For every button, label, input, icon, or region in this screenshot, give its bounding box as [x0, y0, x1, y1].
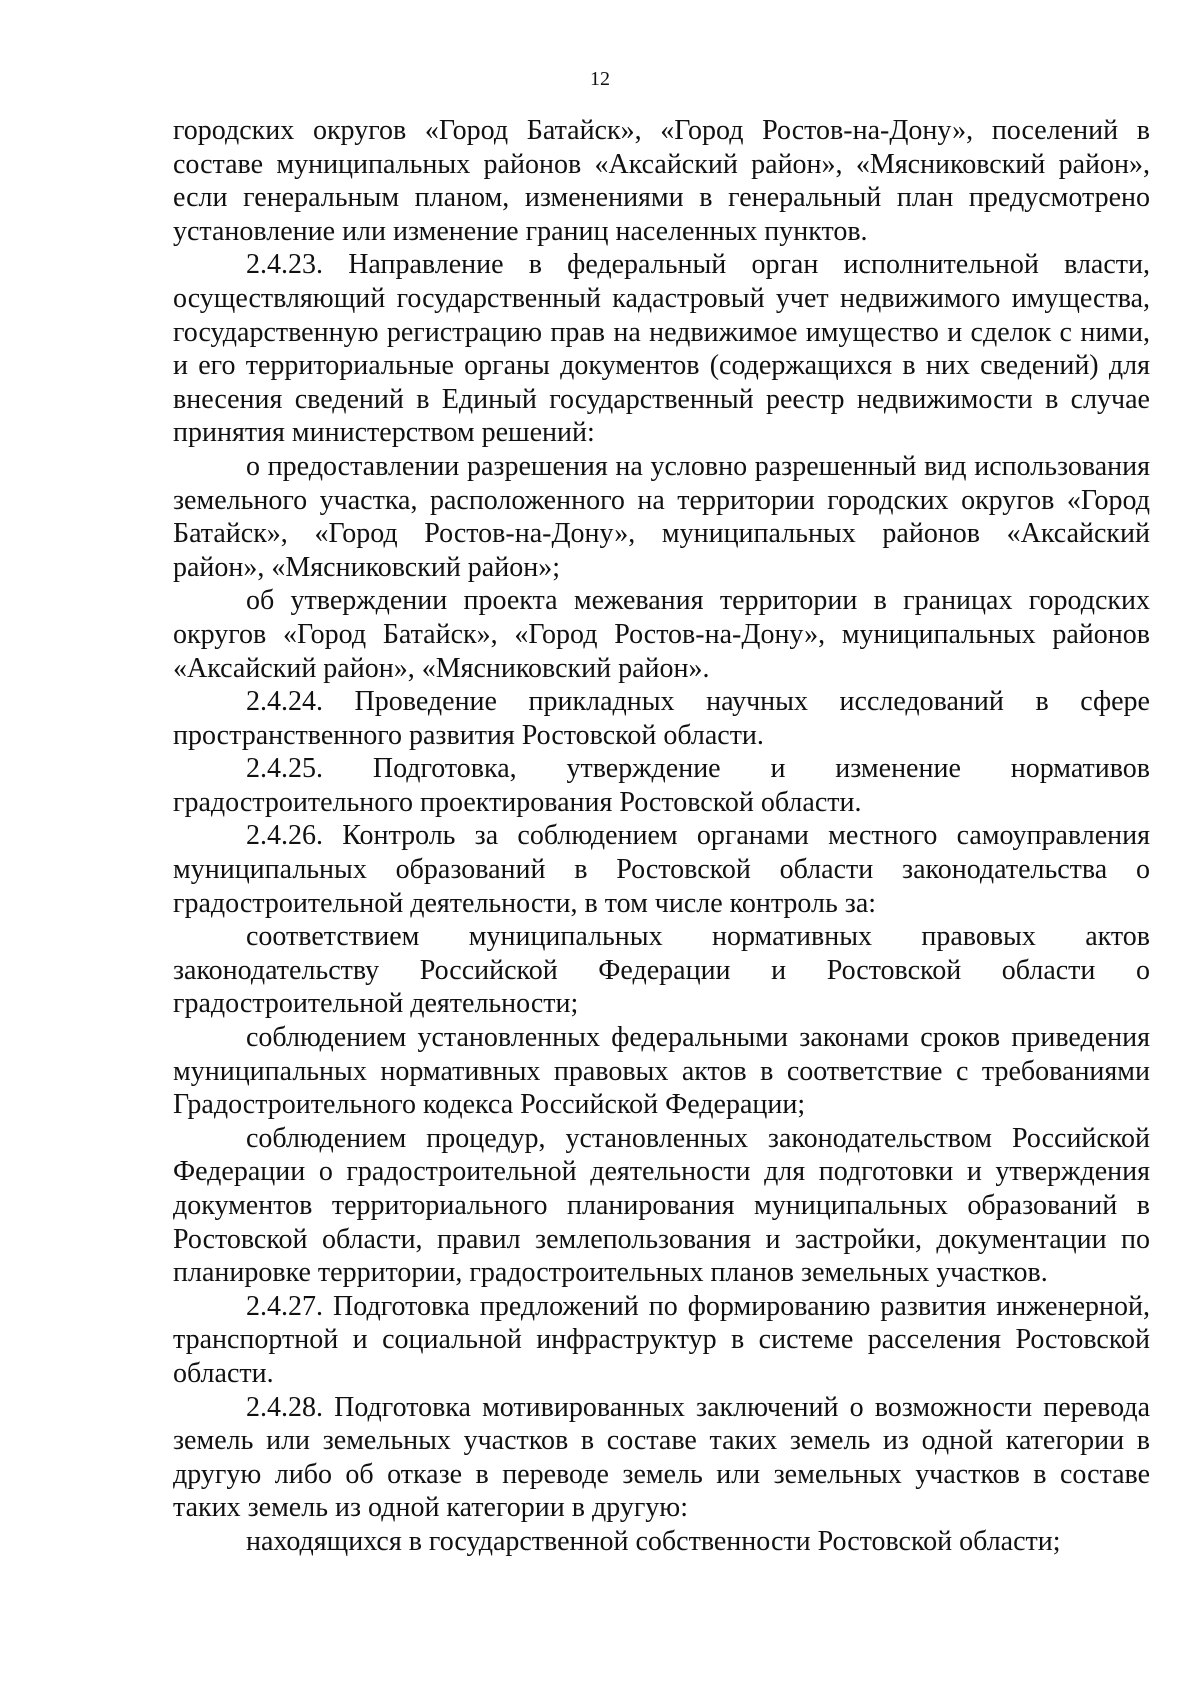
paragraph-list-item: соответствием муниципальных нормативных правовых актов законодательству Российской Федерации и Ростовской области о градостроительной деятельности;	[173, 921, 1150, 1020]
paragraph-2-4-28: 2.4.28. Подготовка мотивированных заключений о возможности перевода земель или земельных участков в составе таких земель из одной категории в другую либо об отказе в переводе земель или земельных участков в составе таких земель из одной категории в другую:	[173, 1391, 1150, 1524]
paragraph-2-4-27: 2.4.27. Подготовка предложений по формированию развития инженерной, транспортной и социальной инфраструктур в системе расселения Ростовской области.	[173, 1290, 1150, 1389]
paragraph-2-4-25: 2.4.25. Подготовка, утверждение и изменение нормативов градостроительного проектирования Ростовской области.	[173, 753, 1150, 818]
paragraph-list-item: находящихся в государственной собственности Ростовской области;	[246, 1525, 1061, 1557]
paragraph-2-4-26: 2.4.26. Контроль за соблюдением органами местного самоуправления муниципальных образований в Ростовской области законодательства о градостроительной деятельности, в том числе контроль за:	[173, 820, 1150, 919]
paragraph-list-item: о предоставлении разрешения на условно разрешенный вид использования земельного участка, расположенного на территории городских округов «Город Батайск», «Город Ростов-на-Дону», муниципальных районов «Аксайский район», «Мясниковский район»;	[173, 450, 1150, 583]
page-number: 12	[590, 68, 610, 90]
paragraph-2-4-23: 2.4.23. Направление в федеральный орган исполнительной власти, осуществляющий государственный кадастровый учет недвижимого имущества, государственную регистрацию прав на недвижимое имущество и сделок с ними, и его территориальные органы документов (содержащихся в них сведений) для внесения сведений в Единый государственный реестр недвижимости в случае принятия министерством решений:	[173, 249, 1150, 449]
document-body	[173, 114, 1150, 1559]
paragraph-2-4-24: 2.4.24. Проведение прикладных научных исследований в сфере пространственного развития Ростовской области.	[173, 686, 1150, 751]
paragraph-continuation: городских округов «Город Батайск», «Город Ростов-на-Дону», поселений в составе муниципальных районов «Аксайский район», «Мясниковский район», если генеральным планом, изменениями в генеральный план предусмотрено установление или изменение границ населенных пунктов.	[173, 115, 1150, 247]
paragraph-list-item: об утверждении проекта межевания территории в границах городских округов «Город Батайск», «Город Ростов-на-Дону», муниципальных районов «Аксайский район», «Мясниковский район».	[173, 585, 1150, 684]
paragraph-list-item: соблюдением процедур, установленных законодательством Российской Федерации о градостроительной деятельности для подготовки и утверждения документов территориального планирования муниципальных образований в Ростовской области, правил землепользования и застройки, документации по планировке территории, градостроительных планов земельных участков.	[173, 1122, 1150, 1289]
paragraph-list-item: соблюдением установленных федеральными законами сроков приведения муниципальных нормативных правовых актов в соответствие с требованиями Градостроительного кодекса Российской Федерации;	[173, 1022, 1150, 1121]
